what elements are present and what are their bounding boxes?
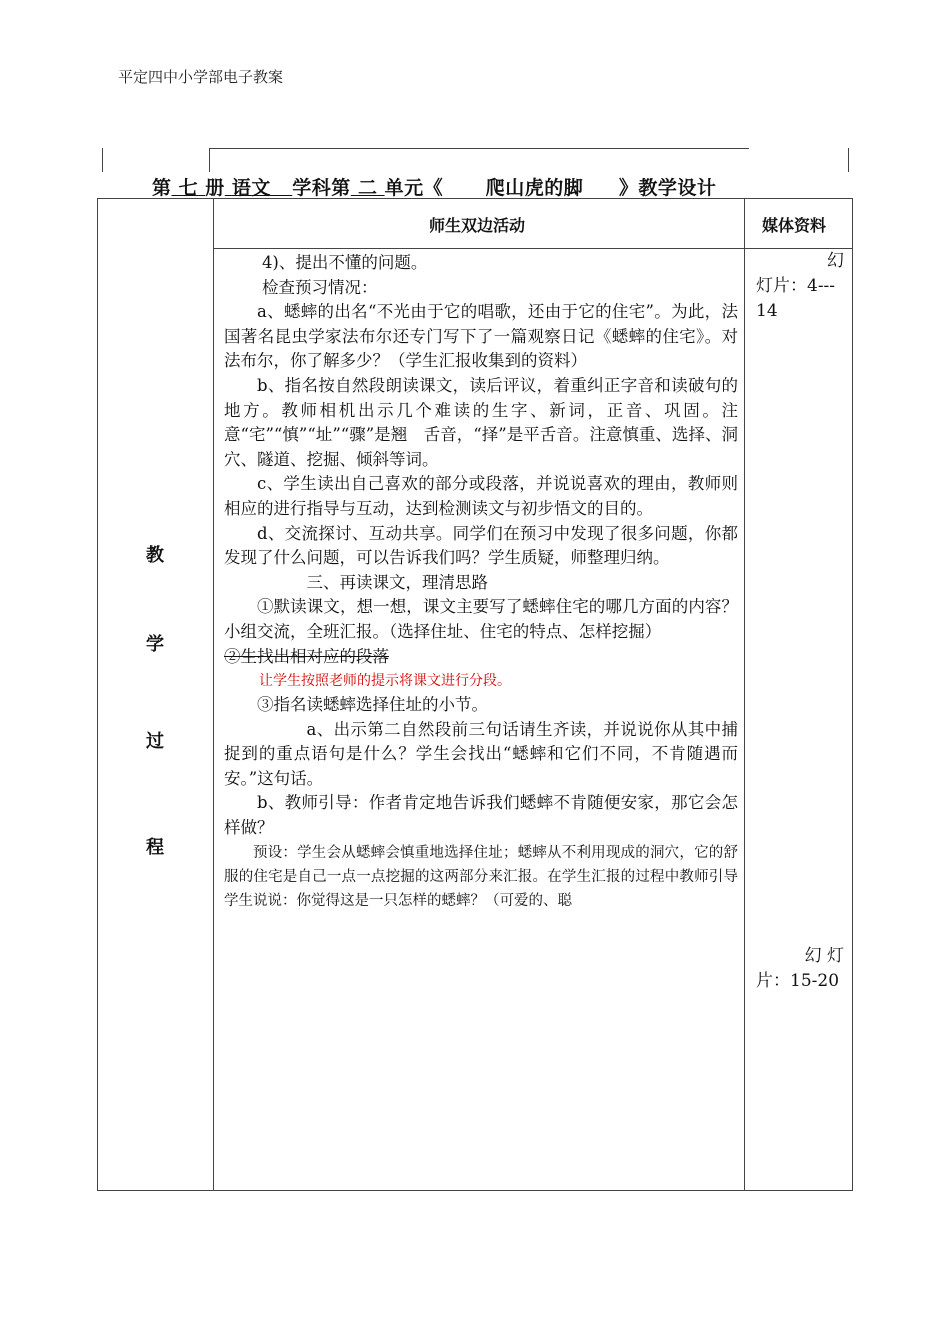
content-line: 检查预习情况：: [261, 277, 378, 297]
content-line: ③指名读蟋蟀选择住址的小节。: [257, 695, 488, 715]
lesson-table: [97, 198, 853, 1191]
content-paragraph: d、交流探讨、互动共享。同学们在预习中发现了很多问题，你都发现了什么问题，可以告诉我们吗？学生质疑，师整理归纳。: [224, 523, 738, 568]
content-paragraph: a、出示第二自然段前三句话请生齐读，并说说你从其中捕捉到的重点语句是什么？学生会找出“蟋蟀和它们不同，不肯随遇而安。”这句话。: [224, 719, 738, 788]
media-note-2: 幻 灯 片：15-20: [756, 946, 844, 991]
content-paragraph: b、教师引导：作者肯定地告诉我们蟋蟀不肯随便安家，那它会怎样做？: [224, 793, 738, 838]
side-label-char: 学: [146, 634, 164, 655]
media-note-1: 幻 灯片：4--- 14: [756, 251, 844, 321]
content-paragraph: b、指名按自然段朗读课文，读后评议，着重纠正字音和读破句的地方。教师相机出示几个难读的生字、新词，正音、巩固。注意“宅”“慎”“址”“骤”是翘 舌音，“择”是平舌音。注意慎重、选择、洞穴、隧道、挖掘、倾斜等词。: [224, 375, 738, 469]
content-paragraph: a、蟋蟀的出名“不光由于它的唱歌，还由于它的住宅”。为此，法国著名昆虫学家法布尔还专门写下了一篇观察日记《蟋蟀的住宅》。对法布尔，你了解多少？（学生汇报收集到的资料）: [224, 302, 738, 371]
side-label-char: 教: [146, 545, 164, 566]
title-unit: 二: [357, 177, 378, 199]
title-lesson: 爬山虎的脚: [485, 177, 584, 199]
activity-column-header: 师生双边活动: [429, 216, 526, 235]
section-heading: 三、再读课文，理清思路: [306, 572, 488, 592]
media-column-header: 媒体资料: [762, 216, 827, 235]
content-paragraph: 预设：学生会从蟋蟀会慎重地选择住址；蟋蟀从不利用现成的洞穴，它的舒服的住宅是自己一点一点挖掘的这两部分来汇报。在学生汇报的过程中教师引导学生说说：你觉得这是一只怎样的蟋蟀？（可爱的、聪: [224, 844, 738, 909]
header-note: 平定四中小学部电子教案: [118, 68, 284, 86]
content-paragraph: ①默读课文，想一想，课文主要写了蟋蟀住宅的哪几方面的内容？小组交流，全班汇报。（选择住址、住宅的特点、怎样挖掘）: [224, 597, 738, 641]
title-subject: 语文: [231, 177, 271, 199]
activity-content: [224, 251, 738, 913]
struck-line: ②生找出相对应的段落: [224, 646, 389, 666]
side-label-char: 程: [146, 837, 164, 858]
side-label-char: 过: [146, 731, 164, 752]
content-line: 4)、提出不懂的问题。: [261, 253, 428, 272]
title-volume: 七: [178, 177, 199, 199]
red-annotation: 让学生按照老师的提示将课文进行分段。: [259, 673, 511, 690]
content-paragraph: c、学生读出自己喜欢的部分或段落，并说说喜欢的理由，教师则相应的进行指导与互动，达到检测读文与初步悟文的目的。: [224, 474, 738, 518]
previous-table-remnant: [0, 0, 950, 200]
lesson-title: 第 七 册 语文 学科第 二 单元《 爬山虎的脚 》教学设计: [152, 177, 717, 199]
